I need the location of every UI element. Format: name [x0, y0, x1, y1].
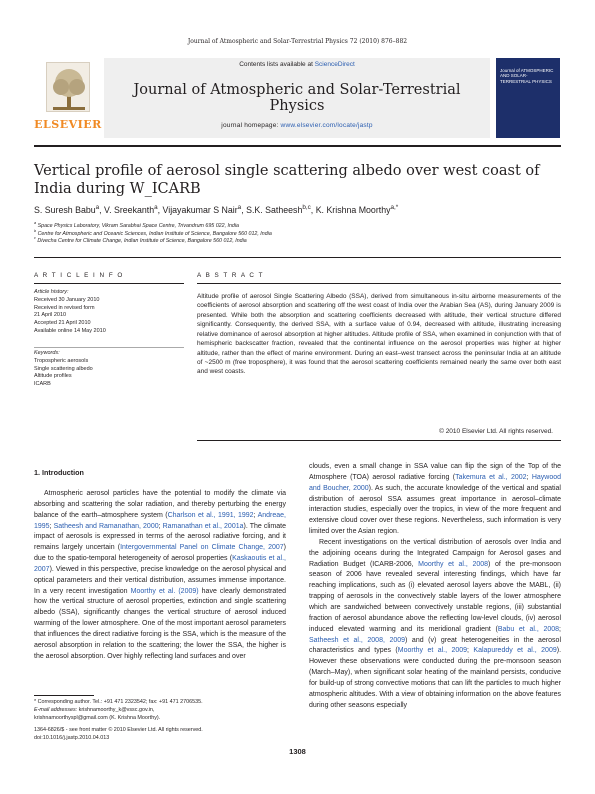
- email-text[interactable]: krishnamoorthy_k@vssc.gov.in,: [77, 706, 155, 713]
- homepage-line: [104, 122, 490, 129]
- article-info-rule: [34, 283, 184, 284]
- author-sup: a,*: [390, 204, 399, 212]
- citation-link[interactable]: Intergovernmental Panel on Climate Change, 2007: [120, 544, 284, 552]
- page-number: 1308: [289, 747, 306, 756]
- citation-link[interactable]: Ramanathan et al., 2001a: [162, 522, 244, 530]
- body-text: ;: [526, 473, 532, 481]
- contents-line: [104, 61, 490, 68]
- copyright: © 2010 Elsevier Ltd. All rights reserved.: [439, 428, 553, 435]
- affiliation-text: Centre for Atmospheric and Oceanic Sciences, Indian Institute of Science, Bangalore 560 012, India: [37, 230, 272, 237]
- affiliation-text: Space Physics Laboratory, Vikram Sarabhai Space Centre, Trivandrum 695 022, India: [37, 223, 239, 229]
- author-name[interactable]: Vijayakumar S Nair: [162, 205, 238, 215]
- contents-prefix: Contents lists available at: [239, 61, 315, 68]
- email-label: E-mail addresses:: [34, 706, 78, 713]
- affiliation-sup: b: [34, 228, 37, 233]
- body-text: ;: [49, 522, 54, 530]
- article-info-divider: [34, 347, 184, 348]
- author-sup: b,c: [302, 204, 311, 212]
- footnotes: [34, 699, 286, 722]
- author-name[interactable]: S. Suresh Babu: [34, 205, 96, 215]
- journal-title: Journal of Atmospheric and Solar-Terrestrial Physics: [133, 82, 461, 114]
- publisher-name: ELSEVIER: [34, 118, 102, 131]
- running-head: Journal of Atmospheric and Solar-Terrestrial Physics 72 (2010) 876–882: [187, 38, 408, 45]
- citation-link[interactable]: Moorthy et al. (2009): [130, 587, 199, 595]
- body-column-right: [309, 462, 561, 711]
- citation-link[interactable]: Satheesh et al., 2008, 2009: [309, 636, 406, 644]
- body-text: ) and (v) great heterogeneities in the aerosol characteristics and types (: [309, 636, 562, 655]
- body-text: ;: [158, 522, 163, 530]
- body-text: have clearly demonstrated how the vertical structure of aerosol properties, extinction and single scattering albedo (SSA), significantly changes the vertical structure of aerosol induced warming of the lower atmosphere. One of the most important aerosol parameters that influences the direct radiative forcing is the SSA, which is the measure of the aerosol absorption in relation to the scattering; the lower the SSA, the higher is the aerosol absorption. Over highly reflecting land surfaces and over: [34, 587, 286, 660]
- homepage-prefix: journal homepage:: [221, 122, 281, 129]
- affiliation: [34, 223, 561, 231]
- article-history: [34, 289, 184, 336]
- affiliation-sup: c: [34, 236, 36, 241]
- author-name[interactable]: V. Sreekanth: [104, 205, 155, 215]
- section-title: 1. Introduction: [34, 468, 84, 477]
- journal-cover-image: [496, 58, 560, 138]
- email-note-2[interactable]: krishnamoorthyspl@gmail.com (K. Krishna Moorthy).: [34, 714, 161, 721]
- body-text: ;: [467, 647, 474, 655]
- keyword-list: [34, 358, 184, 389]
- affiliation-list: [34, 223, 561, 246]
- body-text: Recent investigations on the vertical distribution of aerosols over India and the adjoining oceans during the Integrated Campaign for Aerosol gases and Radiation Budget (ICARB-2006,: [309, 538, 561, 568]
- journal-header: [104, 58, 490, 138]
- history-item: Accepted 21 April 2010: [34, 320, 91, 327]
- journal-banner: [34, 58, 561, 140]
- issn-line: 1364-6826/$ - see front matter © 2010 Elsevier Ltd. All rights reserved.: [34, 727, 203, 733]
- body-text: ) due to the spatio-temporal heterogeneity of aerosol properties (: [34, 544, 286, 563]
- sciencedirect-link[interactable]: ScienceDirect: [314, 61, 355, 68]
- affiliation: [34, 238, 561, 246]
- affiliation-text: Divecha Centre for Climate Change, Indian Institute of Science, Bangalore 560 012, India: [37, 238, 247, 245]
- keyword: Altitude profiles: [34, 373, 72, 380]
- abstract-heading: A B S T R A C T: [197, 272, 264, 279]
- paragraph: [309, 538, 561, 712]
- corresponding-author-note: * Corresponding author. Tel.: +91 471 2323542; fax: +91 471 2706535.: [34, 699, 203, 705]
- bottom-meta: [34, 727, 286, 743]
- body-column-left: [34, 489, 286, 663]
- citation-link[interactable]: Haywood and Boucher, 2000: [309, 473, 561, 492]
- citation-link[interactable]: Takemura et al., 2002: [455, 473, 527, 481]
- citation-link[interactable]: Babu et al., 2008: [497, 625, 560, 633]
- affiliation-sup: a: [34, 221, 37, 226]
- author-name[interactable]: K. Krishna Moorthy: [315, 205, 391, 215]
- author-sup: a: [154, 204, 158, 212]
- author-sup: a: [95, 204, 100, 212]
- history-item: Received 30 January 2010: [34, 296, 100, 303]
- paragraph: [309, 462, 561, 538]
- keywords-label: Keywords:: [34, 350, 60, 356]
- homepage-link[interactable]: www.elsevier.com/locate/jastp: [280, 122, 373, 129]
- elsevier-logo[interactable]: [34, 58, 102, 138]
- email-note: [34, 707, 286, 715]
- citation-link[interactable]: Andreae, 1995: [34, 511, 286, 530]
- body-text: ). The climate impact of aerosols is expressed in terms of the aerosol radiative forcing, and it remains largely uncertain (: [34, 522, 286, 552]
- abstract-rule: [197, 283, 561, 284]
- author-name[interactable]: S.K. Satheesh: [246, 205, 303, 215]
- history-item: 21 April 2010: [34, 312, 67, 319]
- body-text: clouds, even a small change in SSA value can flip the sign of the Top of the Atmosphere (TOA) aerosol radiative forcing (: [309, 463, 561, 481]
- footnote-rule: [34, 695, 94, 696]
- abstract-text: Altitude profile of aerosol Single Scattering Albedo (SSA), derived from simultaneous in-situ airborne measurements of the coefficients of aerosol absorption and scattering off the west coast of India over the Arabian Sea (AS), during January 2009 is presented. While both the absorption and scattering coefficients decreased with altitude, their vertical structure differed significantly. Consequently, the derived SSA, with a surface value of 0.94, decreased with altitude, illustrating increasing relative dominance of aerosol absorption at higher altitudes. Altitude profile of SSA, when examined in conjunction with that of hemispheric backscatter fraction, revealed that the continental influence on the aerosol properties was higher at higher altitude, rather than the effect of marine environment. During an east–west transect across the peninsular India at an altitude of ~2500 m (free troposphere), it was found that the aerosol scattering coefficients remained nearly the same over both east and west coasts.: [197, 293, 561, 376]
- paragraph: [34, 489, 286, 663]
- keyword: Tropospheric aerosols: [34, 357, 89, 364]
- citation-link[interactable]: Kalapureddy et al., 2009: [473, 647, 557, 655]
- history-list: [34, 297, 184, 336]
- citation-link[interactable]: Moorthy et al., 2009: [397, 647, 468, 655]
- body-text: ). As such, the accurate knowledge of the vertical and spatial distribution of aerosol SSA assumes great importance in aerosol–climate interaction studies, especially over the tropics, in view of the more frequent and extensive cloud cover over these regions. Nevertheless, such information is very limited over the Asian region.: [309, 484, 561, 536]
- citation-link[interactable]: Kaskaoutis et al., 2007: [34, 555, 286, 573]
- keyword: ICARB: [34, 381, 51, 388]
- citation-link[interactable]: Moorthy et al., 2008: [418, 560, 489, 568]
- body-text: ) of the pre-monsoon season of 2006 have revealed several interesting findings, which have far reaching implications, such as (i) elevated aerosol layers above the MABL, (ii) trapping of aerosols in the convectively stable layers of the lower atmosphere which are sandwiched between convectively unstable regions, (iii) substantial fraction of aerosol abundance above the reflecting low-level clouds, (iv) aerosol induced elevated warming and its meridional gradient (: [309, 560, 561, 633]
- body-text: ;: [253, 511, 258, 519]
- top-rule: [34, 145, 561, 147]
- article-info-heading: A R T I C L E I N F O: [34, 272, 124, 279]
- cover-text: Journal of ATMOSPHERIC AND SOLAR-TERRESTRIAL PHYSICS: [500, 68, 554, 84]
- keyword: Single scattering albedo: [34, 365, 93, 372]
- body-text: ). However these observations were conducted during the pre-monsoon season (March–May), when significant solar heating of the mainland persists, conducive for build-up of strong convective motions that can lift the particles to much higher atmospheric altitudes. With a view of obtaining information on the above features during other seasons especially: [309, 647, 562, 709]
- author-sup: a: [237, 204, 242, 212]
- history-item: Available online 14 May 2010: [34, 327, 106, 334]
- keywords-block: [34, 350, 184, 389]
- citation-link[interactable]: Charlson et al., 1991, 1992: [167, 511, 254, 519]
- citation-link[interactable]: Satheesh and Ramanathan, 2000: [53, 522, 159, 530]
- history-item: Received in revised form: [34, 304, 95, 311]
- body-text: ). Viewed in this perspective, precise knowledge on the aerosol physical and optical parameters and their vertical distribution, assumes immense importance. In a very recent investigation: [34, 565, 286, 595]
- doi-line[interactable]: doi:10.1016/j.jastp.2010.04.013: [34, 734, 110, 741]
- author-list: S. Suresh Babu$^a$, V. Sreekanth$^a$, Vijayakumar S Nair$^a$, S.K. Satheesh$^{b,c}$, K. Krishna Moorthy$^{a,*}$: [34, 204, 399, 215]
- tree-icon: [46, 62, 90, 112]
- history-label: Article history:: [34, 289, 69, 295]
- abstract-bottom-rule: [197, 440, 561, 441]
- body-text: Atmospheric aerosol particles have the potential to modify the climate via absorbing and scattering the solar radiation, and thereby perturbing the energy balance of the earth–atmosphere system (: [34, 490, 286, 519]
- article-title: Vertical profile of aerosol single scattering albedo over west coast of India during W_ICARB: [34, 163, 540, 197]
- body-text: ;: [559, 625, 561, 633]
- header-rule: [34, 257, 561, 258]
